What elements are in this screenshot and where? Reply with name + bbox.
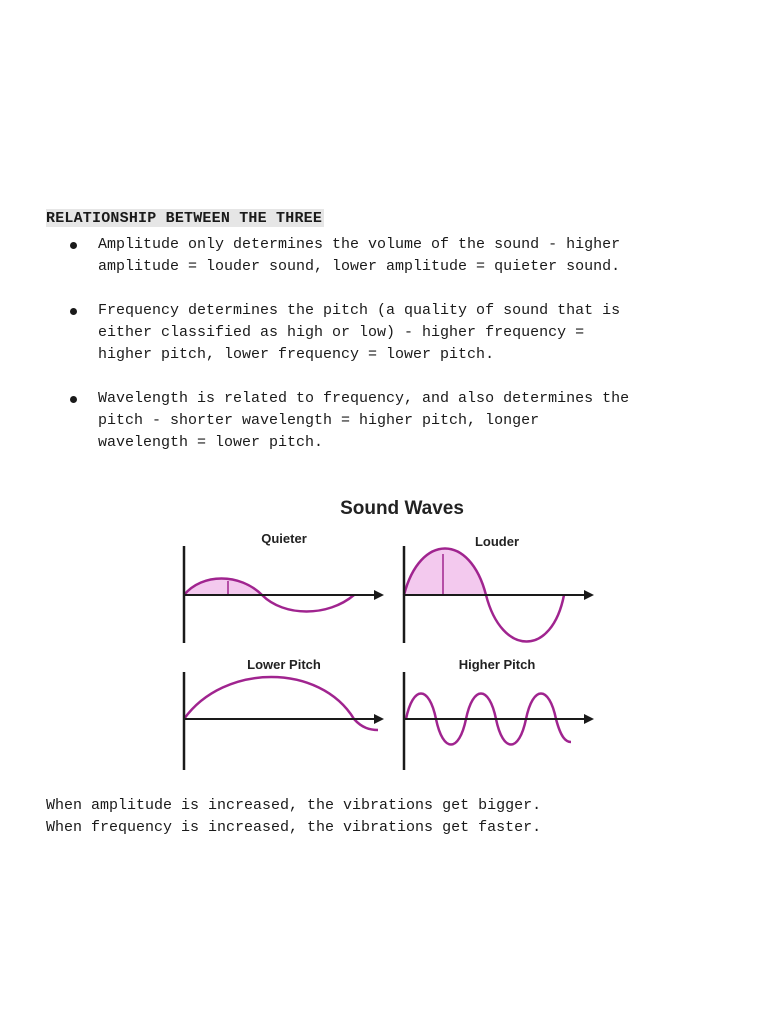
bullet-amplitude: [46, 234, 736, 278]
panel-quieter: [184, 531, 382, 643]
panel-label-higher-pitch: Higher Pitch: [458, 657, 536, 672]
panel-lower-pitch: [184, 657, 382, 770]
panel-label-lower-pitch: Lower Pitch: [247, 657, 321, 672]
bullet-dot-icon: [70, 242, 77, 249]
panel-label-quieter: Quieter: [261, 531, 307, 546]
panel-label-louder: Louder: [474, 534, 520, 549]
bullet-text: Frequency determines the pitch (a quality of sound that is either classified as high or low) - higher frequency = higher pitch, lower frequency = lower pitch.: [98, 302, 621, 363]
section-heading: RELATIONSHIP BETWEEN THE THREE: [46, 210, 323, 227]
panel-higher-pitch: [404, 657, 592, 770]
sound-waves-diagram: [170, 488, 600, 778]
louder-amplitude-fill: [404, 549, 486, 596]
bullet-wavelength: [46, 388, 736, 454]
bullet-dot-icon: [70, 396, 77, 403]
summary-text: [46, 795, 541, 839]
bullet-dot-icon: [70, 308, 77, 315]
bullet-list: [46, 234, 736, 476]
summary-line-frequency: When frequency is increased, the vibrations get faster.: [46, 819, 542, 836]
bullet-text: Amplitude only determines the volume of the sound - higher amplitude = louder sound, lower amplitude = quieter sound.: [98, 236, 621, 275]
bullet-frequency: [46, 300, 736, 366]
diagram-title: Sound Waves: [340, 498, 464, 519]
bullet-text: Wavelength is related to frequency, and also determines the pitch - shorter wavelength = higher pitch, longer wavelength = lower pitch.: [98, 390, 630, 451]
summary-line-amplitude: When amplitude is increased, the vibrations get bigger.: [46, 797, 542, 814]
lower-pitch-wave: [184, 677, 378, 730]
panel-louder: [404, 534, 592, 643]
